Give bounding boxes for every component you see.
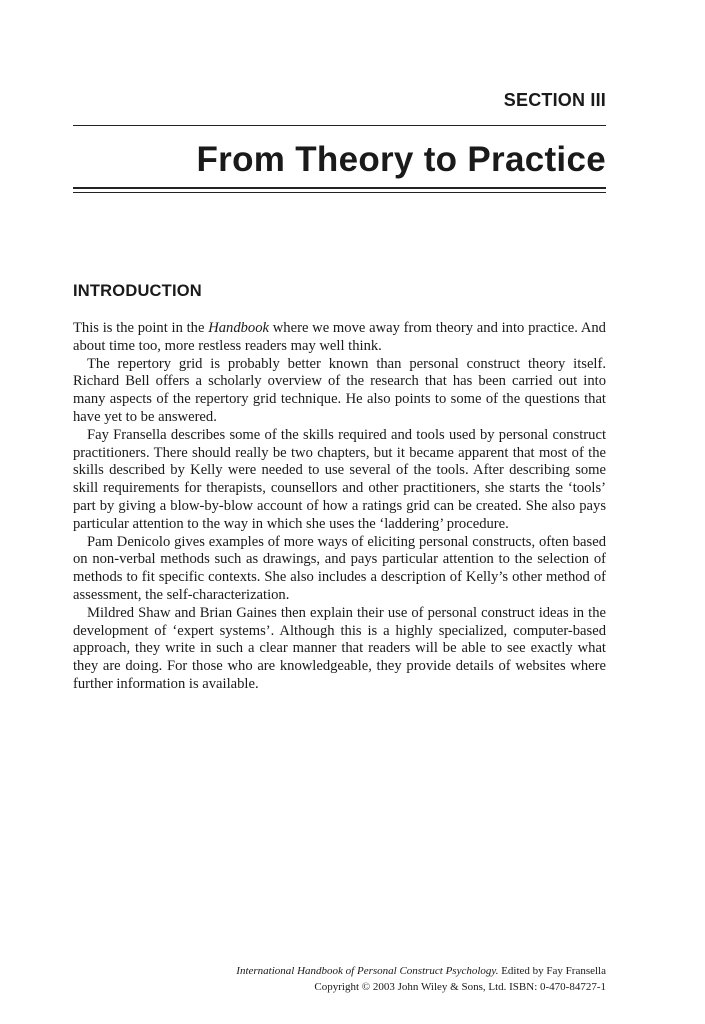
section-label: SECTION III: [503, 90, 606, 110]
paragraph-3: Fay Fransella describes some of the skills required and tools used by personal construct practitioners. There should really be two chapters, but it became apparent that most of the skills described by Kelly were needed to use several of the tools. After describing some skill requirements for therapists, counsellors and other practitioners, she starts the ‘tools’ part by giving a blow-by-blow account of how a ratings grid can be created. She also pays particular attention to the way in which she uses the ‘laddering’ procedure.: [73, 426, 606, 532]
page-title: From Theory to Practice: [196, 140, 606, 179]
paragraph-1-end: where we move away from theory and into practice. And about time too, more restless readers may well think.: [73, 320, 606, 354]
footer-line-1: [136, 963, 606, 979]
paragraph-2: The repertory grid is probably better known than personal construct theory itself. Richard Bell offers a scholarly overview of the research that has been carried out into many aspects of the repertory grid technique. He also points to some of the questions that have yet to be answered.: [73, 355, 606, 425]
header-rule: [73, 125, 606, 126]
introduction-body: [73, 320, 606, 694]
copyright-footer: [136, 963, 606, 995]
paragraph-5: Mildred Shaw and Brian Gaines then explain their use of personal construct ideas in the development of ‘expert systems’. Although this is a highly specialized, computer-based approach, they write in such a clear manner that readers will be able to see exactly what they are doing. For those who are knowledgeable, they provide details of websites where further information is available.: [73, 604, 606, 692]
copyright-line: Copyright © 2003 John Wiley & Sons, Ltd. ISBN: 0-470-84727-1: [314, 981, 606, 993]
paragraph-1-start: This is the point in the: [73, 320, 209, 336]
title-rule-thin: [73, 192, 606, 193]
paragraph-1: [73, 320, 606, 356]
introduction-heading: INTRODUCTION: [73, 282, 202, 300]
book-title: International Handbook of Personal Construct Psychology.: [236, 965, 499, 977]
handbook-italic: Handbook: [208, 320, 270, 336]
title-rule-thick: [73, 187, 606, 189]
paragraph-4: Pam Denicolo gives examples of more ways of eliciting personal constructs, often based on non-verbal methods such as drawings, and pays particular attention to the selection of methods to fit specific contexts. She also includes a description of Kelly’s other method of assessment, the self-characterization.: [73, 533, 606, 603]
edited-by: Edited by Fay Fransella: [498, 965, 606, 977]
